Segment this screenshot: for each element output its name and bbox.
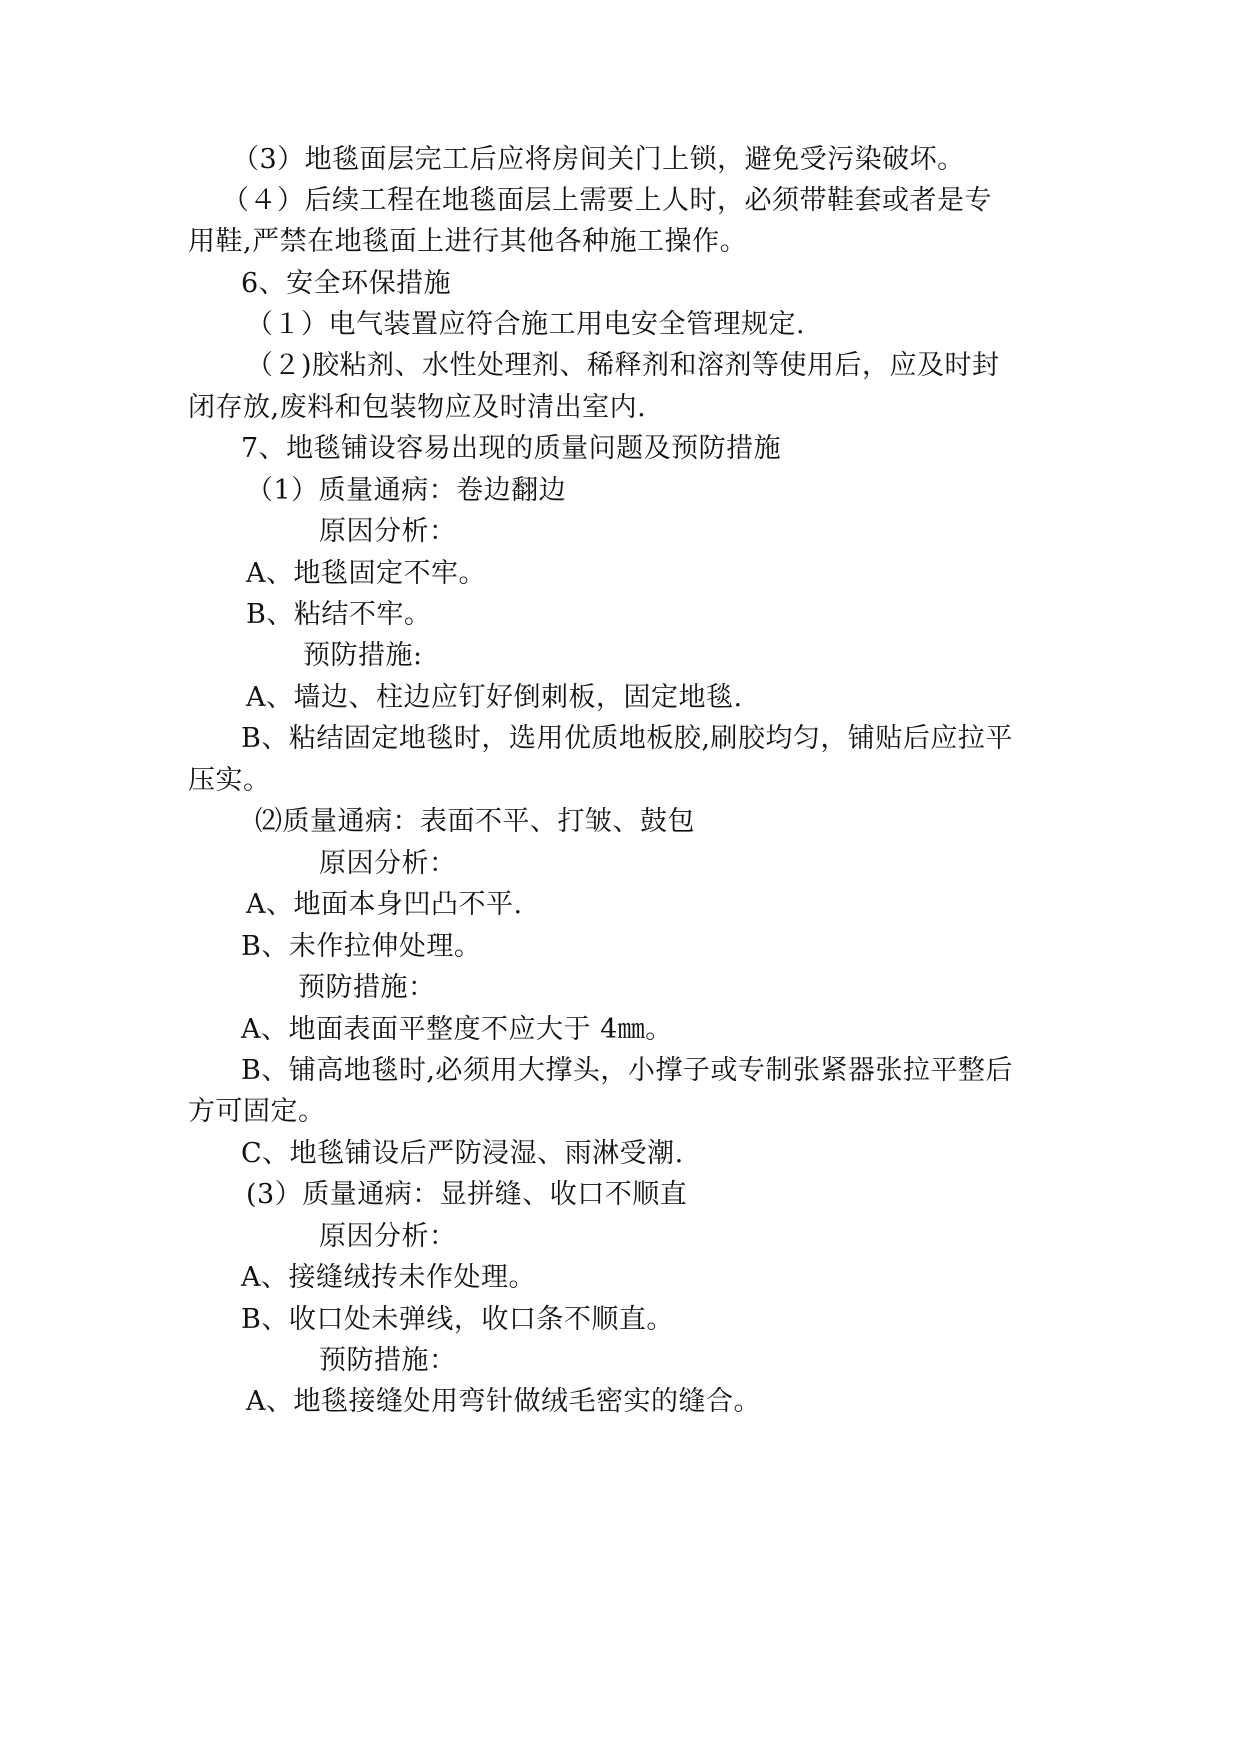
paragraph-line: （3）地毯面层完工后应将房间关门上锁，避免受污染破坏。 (232, 144, 965, 175)
paragraph-line: （２)胶粘剂、水性处理剂、稀释剂和溶剂等使用后，应及时封 (246, 350, 1000, 381)
subsection-heading: (3）质量通病：显拼缝、收口不顺直 (246, 1179, 688, 1210)
paragraph-line: B、收口处未弹线，收口条不顺直。 (241, 1304, 674, 1335)
paragraph-line: C、地毯铺设后严防浸湿、雨淋受潮. (241, 1138, 684, 1169)
paragraph-line: 预防措施： (319, 1345, 457, 1376)
paragraph-line: A、地毯接缝处用弯针做绒毛密实的缝合。 (246, 1386, 761, 1417)
paragraph-line: A、墙边、柱边应钉好倒刺板，固定地毯. (246, 682, 743, 713)
paragraph-line: 压实。 (188, 765, 271, 796)
paragraph-line: A、地毯固定不牢。 (246, 558, 486, 589)
paragraph-line: （１）电气装置应符合施工用电安全管理规定. (246, 309, 806, 340)
paragraph-line: A、地面本身凹凸不平. (246, 889, 523, 920)
paragraph-line: 预防措施: (303, 640, 423, 671)
paragraph-line: A、地面表面平整度不应大于 4㎜。 (241, 1014, 673, 1045)
paragraph-line: 原因分析： (319, 516, 457, 547)
section-heading: 7、地毯铺设容易出现的质量问题及预防措施 (241, 433, 782, 464)
paragraph-line: 用鞋,严禁在地毯面上进行其他各种施工操作。 (188, 226, 748, 257)
paragraph-line: 预防措施： (298, 972, 436, 1003)
subsection-heading: （1）质量通病：卷边翻边 (246, 475, 567, 506)
paragraph-line: A、接缝绒抟未作处理。 (241, 1262, 536, 1293)
paragraph-line: B、粘结不牢。 (246, 599, 432, 630)
section-heading: 6、安全环保措施 (241, 268, 452, 299)
paragraph-line: （４）后续工程在地毯面层上需要上人时，必须带鞋套或者是专 (222, 185, 992, 216)
subsection-heading: ⑵质量通病：表面不平、打皱、鼓包 (255, 806, 695, 837)
paragraph-line: 方可固定。 (188, 1096, 326, 1127)
paragraph-line: B、未作拉伸处理。 (241, 931, 482, 962)
paragraph-line: 原因分析： (319, 848, 457, 879)
paragraph-line: 原因分析： (319, 1221, 457, 1252)
paragraph-line: B、粘结固定地毯时，选用优质地板胶,刷胶均匀，铺贴后应拉平 (241, 723, 1013, 754)
paragraph-line: B、铺高地毯时,必须用大撑头，小撑子或专制张紧器张拉平整后 (241, 1055, 1013, 1086)
paragraph-line: 闭存放,废料和包装物应及时清出室内. (188, 392, 647, 423)
